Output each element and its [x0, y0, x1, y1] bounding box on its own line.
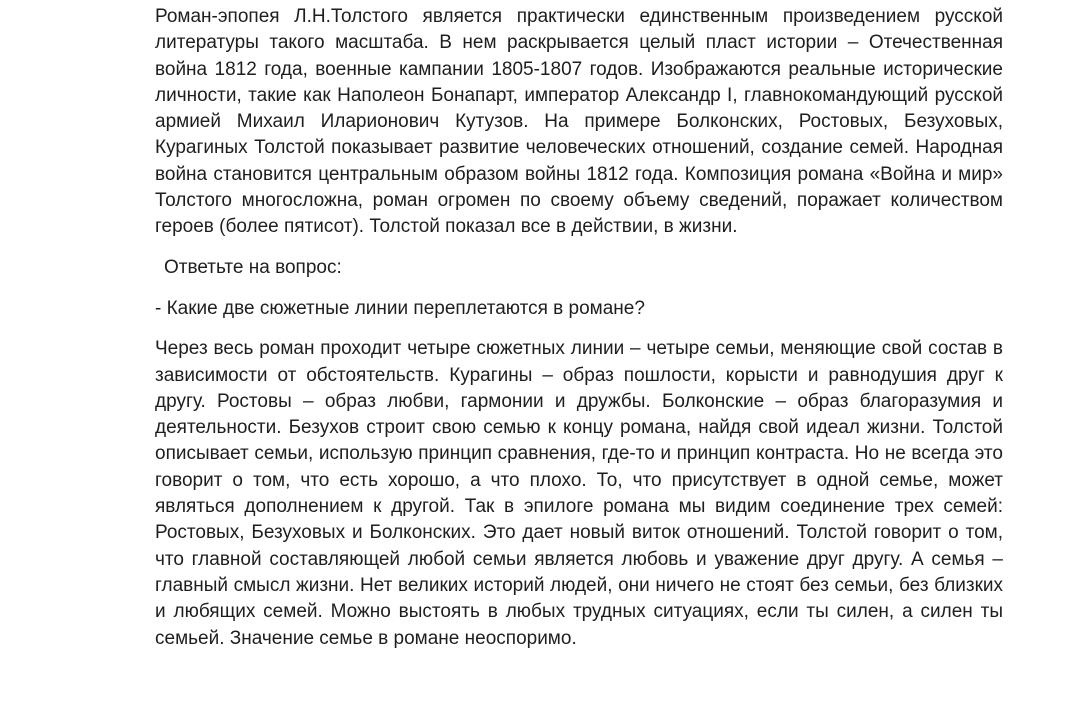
question-prompt: Ответьте на вопрос:	[164, 256, 342, 278]
answer-paragraph: Через весь роман проходит четыре сюжетных линии – четыре семьи, меняющие свой состав в зависимости от обстоятельств. Курагины – образ пошлости, корысти и равнодушия друг к другу. Ростовы – образ любви, гармонии и дружбы. Болконские – образ благоразумия и деятельности. Безухов строит свою семью к концу романа, найдя свой идеал жизни. Толстой описывает семьи, использую принцип сравнения, где-то и принцип контраста. Но не всегда это говорит о том, что есть хорошо, а что плохо. То, что присутствует в одной семье, может являться дополнением к другой. Так в эпилоге романа мы видим соединение трех семей: Ростовых, Безуховых и Болконских. Это дает новый виток отношений. Толстой говорит о том, что главной составляющей любой семьи является любовь и уважение друг другу. А семья – главный смысл жизни. Нет великих историй людей, они ничего не стоят без семьи, без близких и любящих семей. Можно выстоять в любых трудных ситуациях, если ты силен, а силен ты семьей. Значение семье в романе неоспоримо.	[155, 338, 1003, 649]
document-body	[155, 4, 1003, 652]
intro-paragraph: Роман-эпопея Л.Н.Толстого является практически единственным произведением русской литературы такого масштаба. В нем раскрывается целый пласт истории – Отечественная война 1812 года, военные кампании 1805-1807 годов. Изображаются реальные исторические личности, такие как Наполеон Бонапарт, император Александр I, главнокомандующий русской армией Михаил Иларионович Кутузов. На примере Болконских, Ростовых, Безуховых, Курагиных Толстой показывает развитие человеческих отношений, создание семей. Народная война становится центральным образом войны 1812 года. Композиция романа «Война и мир» Толстого многосложна, роман огромен по своему объему сведений, поражает количеством героев (более пятисот). Толстой показал все в действии, в жизни.	[155, 6, 1003, 238]
question-text: - Какие две сюжетные линии переплетаются в романе?	[155, 297, 645, 319]
